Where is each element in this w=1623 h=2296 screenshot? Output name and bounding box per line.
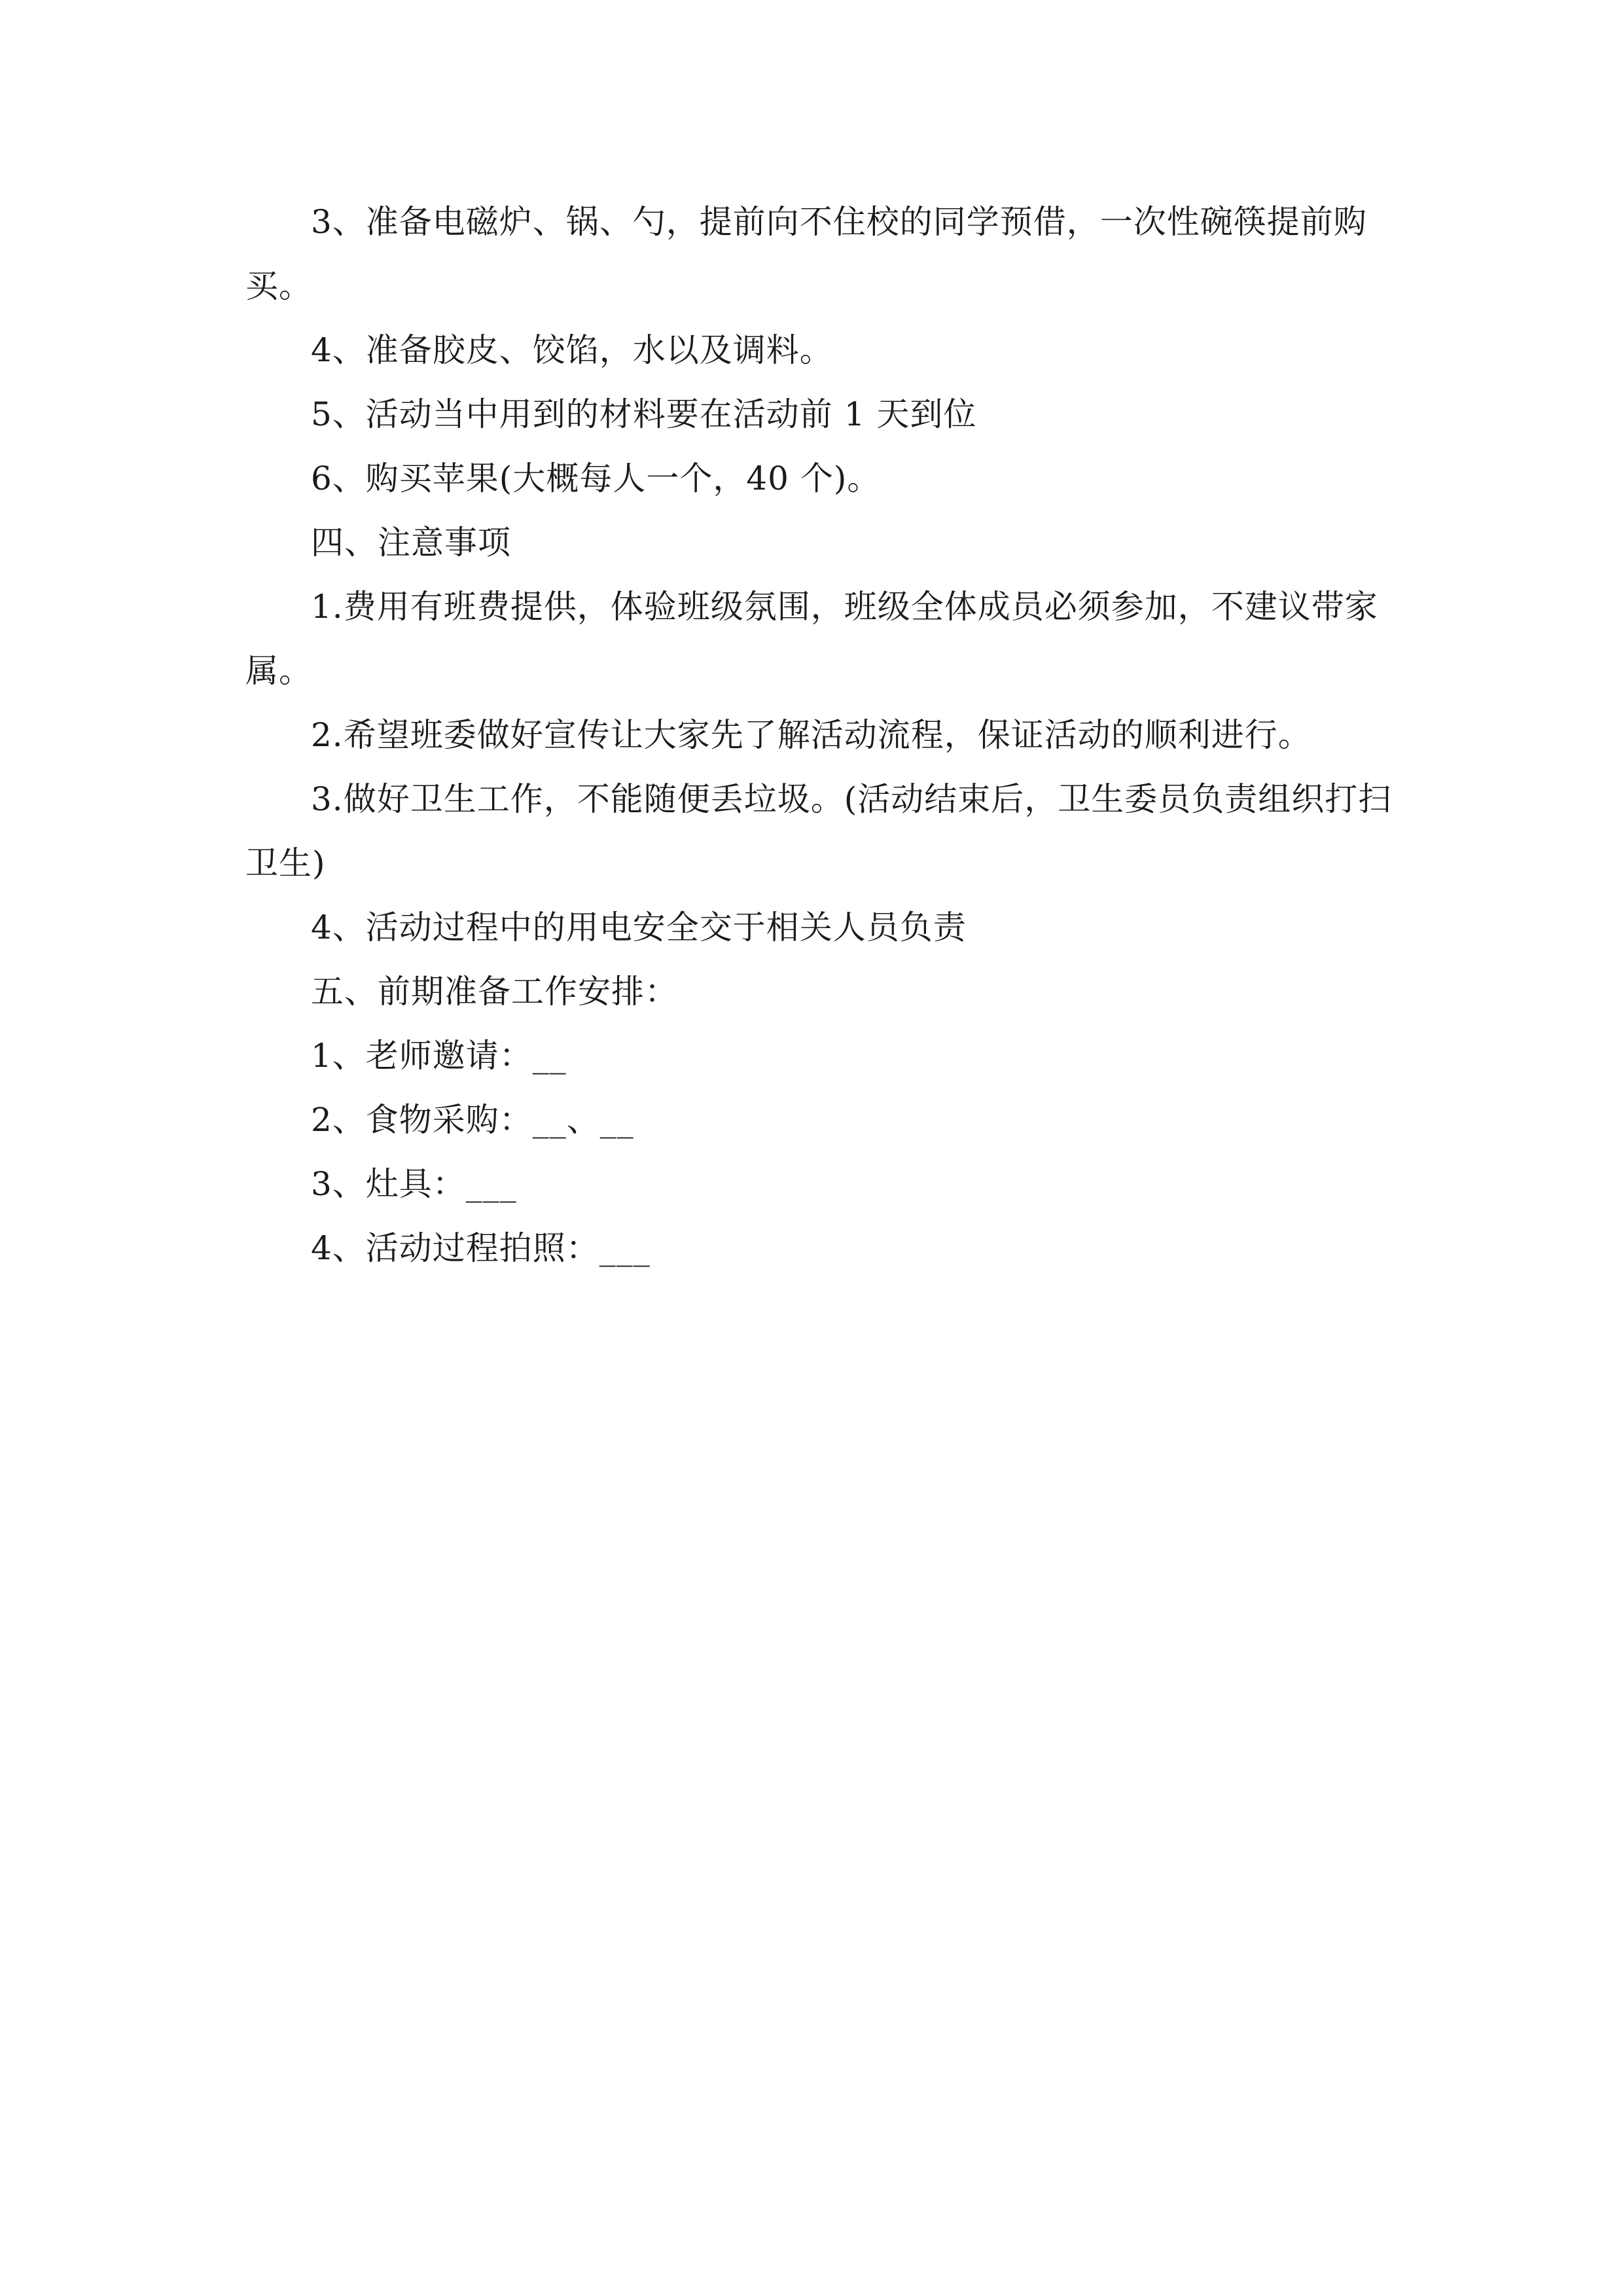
paragraph-prep-dumpling: 4、准备胶皮、饺馅，水以及调料。	[311, 331, 833, 369]
section-heading-notes: 四、注意事项	[311, 524, 511, 562]
document-body	[245, 190, 1397, 1280]
paragraph-food-purchase: 2、食物采购：__、__	[311, 1101, 634, 1139]
paragraph-materials-ready: 5、活动当中用到的材料要在活动前 1 天到位	[311, 395, 977, 433]
paragraph-photography: 4、活动过程拍照：___	[311, 1229, 651, 1267]
paragraph-prep-cooker: 3、准备电磁炉、锅、勺，提前向不住校的同学预借，一次性碗筷提前购买。	[245, 203, 1367, 305]
paragraph-note-electricity: 4、活动过程中的用电安全交于相关人员负责	[311, 908, 967, 946]
paragraph-cookware: 3、灶具：___	[311, 1165, 517, 1203]
paragraph-note-hygiene: 3.做好卫生工作，不能随便丢垃圾。(活动结束后，卫生委员负责组织打扫卫生)	[245, 780, 1392, 882]
paragraph-buy-apples: 6、购买苹果(大概每人一个，40 个)。	[311, 459, 881, 497]
section-heading-arrangements: 五、前期准备工作安排：	[311, 973, 678, 1011]
paragraph-teacher-invite: 1、老师邀请：__	[311, 1037, 567, 1075]
paragraph-note-fees: 1.费用有班费提供，体验班级氛围，班级全体成员必须参加，不建议带家属。	[245, 588, 1378, 690]
paragraph-note-publicity: 2.希望班委做好宣传让大家先了解活动流程，保证活动的顺利进行。	[311, 716, 1311, 754]
